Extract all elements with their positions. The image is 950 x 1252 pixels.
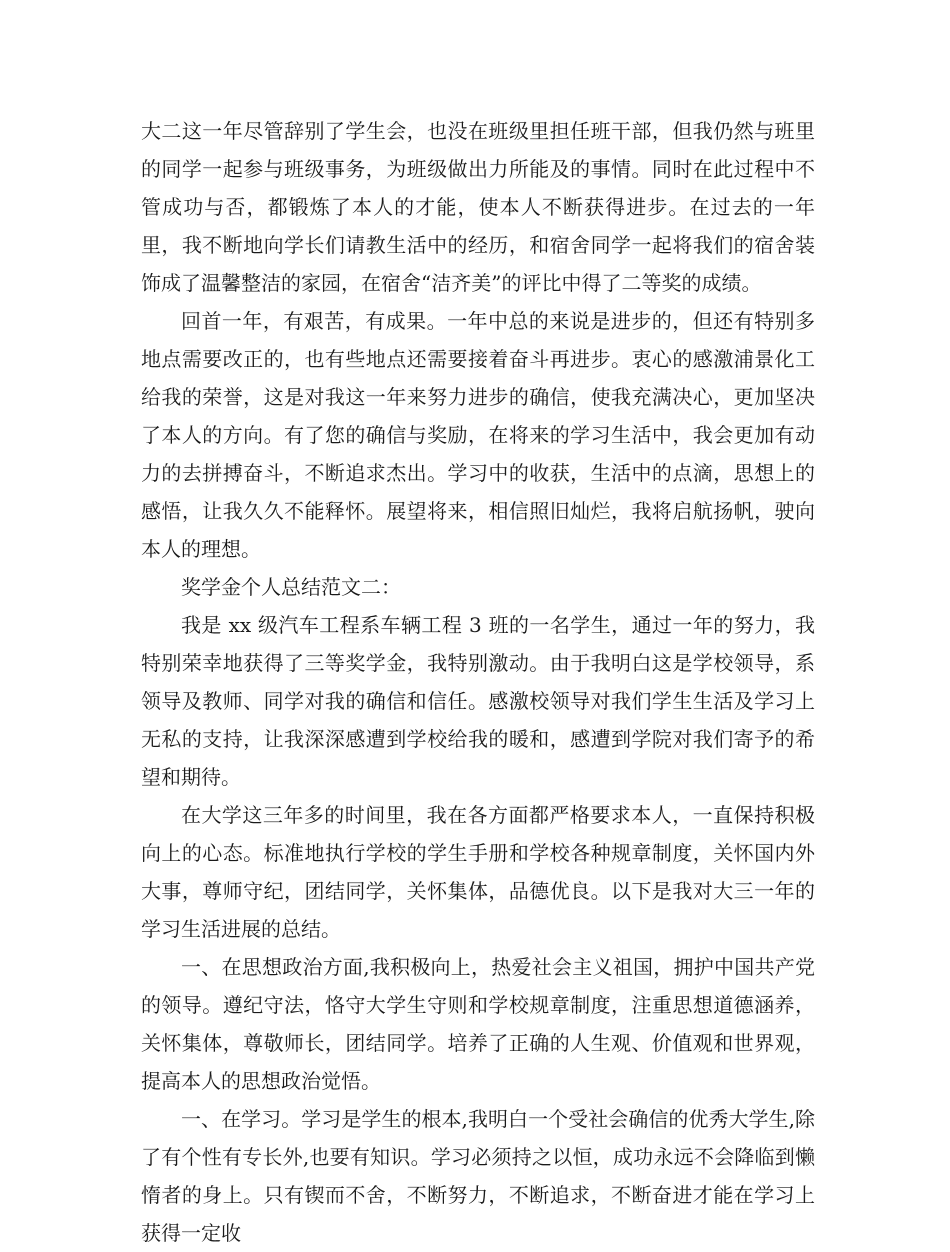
paragraph-1: 大二这一年尽管辞别了学生会，也没在班级里担任班干部，但我仍然与班里的同学一起参与班级事务，为班级做出力所能及的事情。同时在此过程中不管成功与否，都锻炼了本人的才能，使本人不断获得进步。在过去的一年里，我不断地向学长们请教生活中的经历，和宿舍同学一起将我们的宿舍装饰成了温馨整洁的家园，在宿舍“洁齐美”的评比中得了二等奖的成绩。 <box>141 119 815 295</box>
paragraph-2: 回首一年，有艰苦，有成果。一年中总的来说是进步的，但还有特别多地点需要改正的，也有些地点还需要接着奋斗再进步。衷心的感激浦景化工给我的荣誉，这是对我这一年来努力进步的确信，使我充满决心，更加坚决了本人的方向。有了您的确信与奖励，在将来的学习生活中，我会更加有动力的去拼搏奋斗，不断追求杰出。学习中的收获，生活中的点滴，思想上的感悟，让我久久不能释怀。展望将来，相信照旧灿烂，我将启航扬帆，驶向本人的理想。 <box>141 309 815 561</box>
paragraph-3: 我是 xx 级汽车工程系车辆工程 3 班的一名学生，通过一年的努力，我特别荣幸地获得了三等奖学金，我特别激动。由于我明白这是学校领导，系领导及教师、同学对我的确信和信任。感激校领导对我们学生生活及学习上无私的支持，让我深深感遭到学校给我的暖和，感遭到学院对我们寄予的希望和期待。 <box>141 613 815 789</box>
paragraph-6: 一、在学习。学习是学生的根本,我明白一个受社会确信的优秀大学生,除了有个性有专长外,也要有知识。学习必须持之以恒，成功永远不会降临到懒惰者的身上。只有锲而不舍，不断努力，不断追求，不断奋进才能在学习上获得一定收 <box>141 1107 815 1245</box>
section-heading: 奖学金个人总结范文二： <box>181 575 401 599</box>
paragraph-4: 在大学这三年多的时间里，我在各方面都严格要求本人，一直保持积极向上的心态。标准地执行学校的学生手册和学校各种规章制度，关怀国内外大事，尊师守纪，团结同学，关怀集体，品德优良。以下是我对大三一年的学习生活进展的总结。 <box>141 803 815 941</box>
document-body <box>141 112 815 1252</box>
paragraph-5: 一、在思想政治方面,我积极向上，热爱社会主义祖国，拥护中国共产党的领导。遵纪守法，恪守大学生守则和学校规章制度，注重思想道德涵养，关怀集体，尊敬师长，团结同学。培养了正确的人生观、价值观和世界观，提高本人的思想政治觉悟。 <box>141 955 815 1093</box>
